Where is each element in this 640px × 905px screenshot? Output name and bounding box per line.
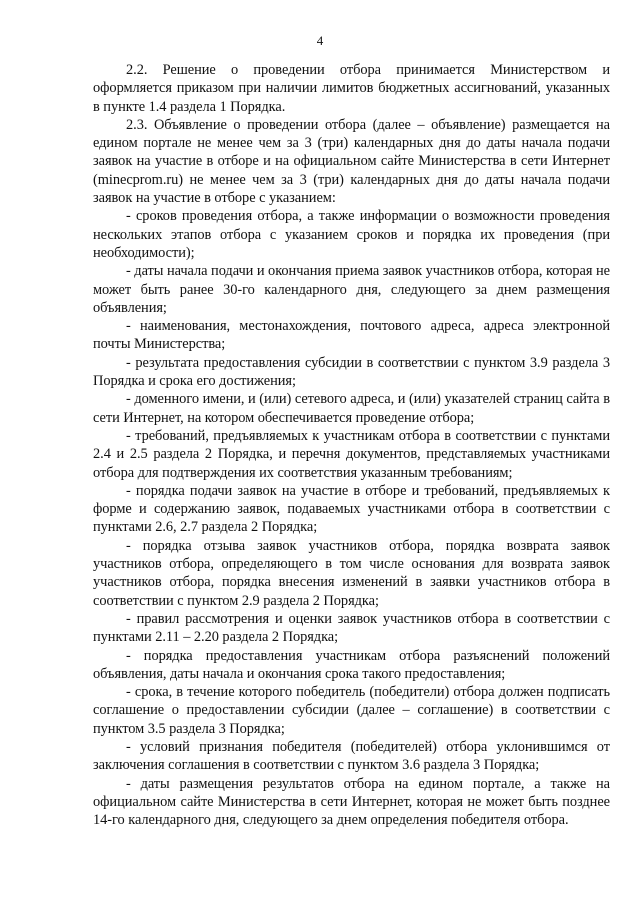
list-item: - требований, предъявляемых к участникам отбора в соответствии с пунктами 2.4 и 2.5 раздела 2 Порядка, и перечня документов, представляемых участниками отбора для подтверждения их соответствия указанным требованиям; <box>93 427 610 481</box>
paragraph-2-2: 2.2. Решение о проведении отбора принимается Министерством и оформляется приказом при наличии лимитов бюджетных ассигнований, указанных в пункте 1.4 раздела 1 Порядка. <box>93 62 610 115</box>
list-item: - даты размещения результатов отбора на едином портале, а также на официальном сайте Министерства в сети Интернет, которая не может быть позднее 14-го календарного дня, следующего за днем определения победителя отбора. <box>93 775 610 829</box>
list-item: - порядка отзыва заявок участников отбора, порядка возврата заявок участников отбора, определяющего в том числе основания для возврата заявок участников отбора, порядка внесения изменений в заявки участников отбора в соответствии с пунктом 2.9 раздела 2 Порядка; <box>93 537 610 609</box>
list-item: - доменного имени, и (или) сетевого адреса, и (или) указателей страниц сайта в сети Интернет, на котором обеспечивается проведение отбора; <box>93 391 610 426</box>
list-item: - результата предоставления субсидии в соответствии с пунктом 3.9 раздела 3 Порядка и срока его достижения; <box>93 354 610 390</box>
list-item: - правил рассмотрения и оценки заявок участников отбора в соответствии с пунктами 2.11 – 2.20 раздела 2 Порядка; <box>93 610 610 646</box>
list-item: - условий признания победителя (победителей) отбора уклонившимся от заключения соглашения в соответствии с пунктом 3.6 раздела 3 Порядка; <box>93 738 610 774</box>
page-number: 4 <box>316 33 324 48</box>
list-item: - срока, в течение которого победитель (победители) отбора должен подписать соглашение о предоставлении субсидии (далее – соглашение) в соответствии с пунктом 3.5 раздела 3 Порядка; <box>93 684 610 737</box>
list-item: - порядка предоставления участникам отбора разъяснений положений объявления, даты начала и окончания срока такого предоставления; <box>93 647 610 682</box>
list-item: - наименования, местонахождения, почтового адреса, адреса электронной почты Министерства; <box>93 318 610 353</box>
list-item: - порядка подачи заявок на участие в отборе и требований, предъявляемых к форме и содержанию заявок, подаваемых участниками отбора в соответствии с пунктами 2.6, 2.7 раздела 2 Порядка; <box>93 482 610 536</box>
list-item: - даты начала подачи и окончания приема заявок участников отбора, которая не может быть ранее 30-го календарного дня, следующего за днем размещения объявления; <box>93 263 610 316</box>
document-body <box>93 61 610 829</box>
list-item: - сроков проведения отбора, а также информации о возможности проведения нескольких этапов отбора с указанием сроков и порядка их проведения (при необходимости); <box>93 208 610 261</box>
paragraph-2-3: 2.3. Объявление о проведении отбора (далее – объявление) размещается на едином портале не менее чем за 3 (три) календарных дня до даты начала подачи заявок на участие в отборе и на официальном сайте Министерства в сети Интернет (minecprom.ru) не менее чем за 3 (три) календарных дня до даты начала подачи заявок на участие в отборе с указанием: <box>93 116 610 207</box>
